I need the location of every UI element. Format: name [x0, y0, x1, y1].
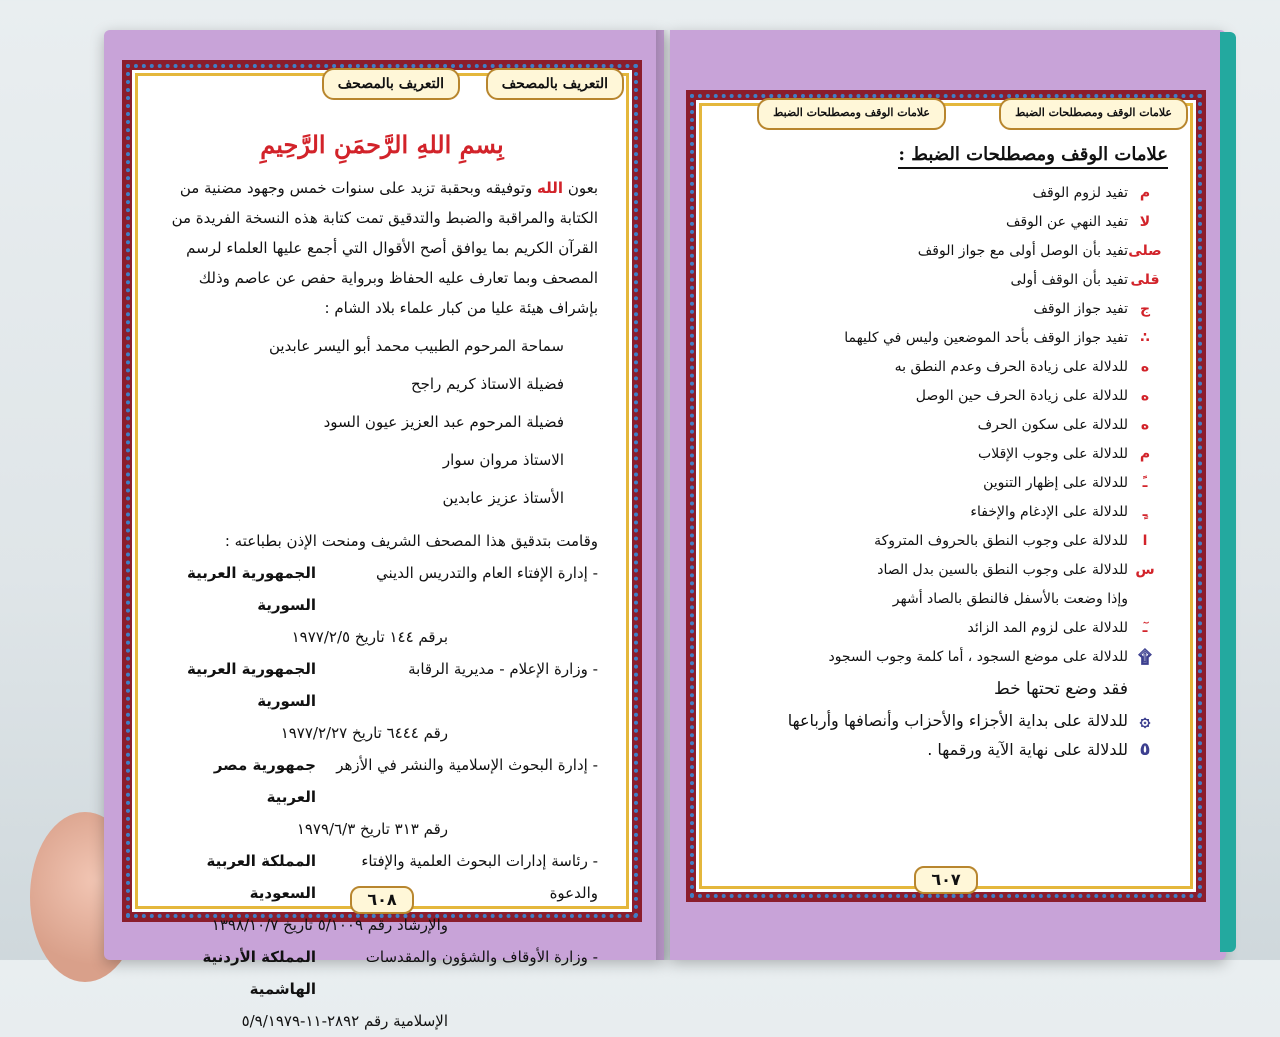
scholar-name: سماحة المرحوم الطبيب محمد أبو اليسر عابدين — [269, 337, 564, 355]
left-page — [104, 30, 664, 1030]
header-tab: التعريف بالمصحف — [486, 68, 624, 100]
page-number: ٦٠٨ — [350, 886, 414, 914]
symbol-row: وإذا وضعت بالأسفل فالنطق بالصاد أشهر — [892, 591, 1128, 607]
page-content — [724, 138, 1168, 842]
closing-line: وقامت بتدقيق هذا المصحف الشريف ومنحت الإذن بطباعته : — [224, 532, 598, 550]
symbol-row: س للدلالة على وجوب النطق بالسين بدل الصاد — [877, 562, 1155, 578]
intro-paragraph: بعون الله وتوفيقه وبحقبة تزيد على سنوات خمس وجهود مضنية من الكتابة والمراقبة والضبط والتدقيق تمت كتابة هذه النسخة الفريدة من القرآن الكريم بما يوافق أصح الأقوال التي أجمع عليها العلماء لرسم المصحف وبما تعارف عليه الحفاظ وبرواية حفص عن عاصم وذلك بإشراف هيئة عليا من كبار علماء بلاد الشام : — [171, 179, 598, 317]
symbol-row: ه للدلالة على سكون الحرف — [977, 417, 1150, 433]
authority-ref: رقم ٣١٣ تاريخ ١٩٧٩/٦/٣ — [296, 820, 448, 838]
symbol-row: ج تفيد جواز الوقف — [1033, 301, 1151, 317]
scholar-name: فضيلة الاستاذ كريم راجح — [410, 375, 564, 393]
authority-row: - إدارة البحوث الإسلامية والنشر في الأزهر جمهورية مصر العربية — [213, 756, 598, 806]
scholar-list — [160, 327, 604, 517]
scholar-name: فضيلة المرحوم عبد العزيز عيون السود — [323, 413, 564, 431]
symbol-row: قلى تفيد بأن الوقف أولى — [1010, 272, 1160, 288]
header-tab: علامات الوقف ومصطلحات الضبط — [757, 98, 946, 130]
basmala: بِسمِ اللهِ الرَّحمَنِ الرَّحِيمِ — [260, 130, 504, 159]
authority-list — [160, 557, 604, 1037]
ornamental-frame — [686, 90, 1206, 902]
sajda-icon: ۩ — [1138, 647, 1152, 668]
section-title: علامات الوقف ومصطلحات الضبط : — [898, 144, 1168, 169]
symbol-row: ا للدلالة على وجوب النطق بالحروف المتروكة — [874, 533, 1148, 549]
authority-row: - وزارة الأوقاف والشؤون والمقدسات المملكة الأردنية الهاشمية — [202, 948, 598, 998]
symbol-row: ـٓ للدلالة على لزوم المد الزائد — [967, 620, 1148, 636]
page-number: ٦٠٧ — [914, 866, 978, 894]
header-tab: علامات الوقف ومصطلحات الضبط — [999, 98, 1188, 130]
authority-ref: والإرشاد رقم ٥/١٠٠٩ تاريخ ١٣٩٨/١٠/٧ — [211, 916, 448, 934]
cover-edge — [1220, 32, 1236, 952]
authority-ref: برقم ١٤٤ تاريخ ١٩٧٧/٢/٥ — [291, 628, 448, 646]
header-tab: التعريف بالمصحف — [322, 68, 460, 100]
ornamental-frame — [122, 60, 642, 1030]
authority-row: - وزارة الإعلام - مديرية الرقابة الجمهورية العربية السورية — [187, 660, 598, 710]
symbol-row: ۞ للدلالة على بداية الأجزاء والأحزاب وأنصافها وأرباعها — [724, 706, 1168, 735]
symbol-row: ـٍ للدلالة على الإدغام والإخفاء — [970, 504, 1148, 520]
ayah-end-icon: ٥ — [1139, 739, 1151, 760]
symbol-row: م للدلالة على وجوب الإقلاب — [978, 446, 1151, 462]
scholar-name: الأستاذ عزيز عابدين — [442, 489, 564, 507]
authority-ref: الإسلامية رقم ٢٨٩٢-١١-٥/٩/١٩٧٩ — [241, 1012, 448, 1030]
authority-row: - رئاسة إدارات البحوث العلمية والإفتاء والدعوة المملكة العربية السعودية — [206, 852, 598, 902]
symbol-row: ه للدلالة على زيادة الحرف حين الوصل — [915, 388, 1150, 404]
symbol-row: م تفيد لزوم الوقف — [1032, 185, 1151, 201]
symbol-list — [724, 179, 1168, 672]
underline-note: فقد وضع تحتها خط — [993, 679, 1128, 699]
symbol-row: ـً للدلالة على إظهار التنوين — [983, 475, 1148, 491]
symbol-row: ه للدلالة على زيادة الحرف وعدم النطق به — [894, 359, 1150, 375]
scholar-name: الاستاذ مروان سوار — [442, 451, 564, 469]
symbol-row: ۩ للدلالة على موضع السجود ، أما كلمة وجوب السجود — [724, 643, 1168, 672]
authority-ref: رقم ٦٤٤٤ تاريخ ١٩٧٧/٢/٢٧ — [280, 724, 448, 742]
hizb-icon: ۞ — [1139, 710, 1151, 731]
symbol-row: صلى تفيد بأن الوصل أولى مع جواز الوقف — [917, 243, 1162, 259]
open-book — [60, 12, 1260, 1030]
symbol-row: ٥ للدلالة على نهاية الآية ورقمها . — [724, 735, 1168, 764]
symbol-row: ∴ تفيد جواز الوقف بأحد الموضعين وليس في كليهما — [844, 330, 1150, 346]
symbol-row: لا تفيد النهي عن الوقف — [1006, 214, 1151, 230]
right-page — [670, 30, 1226, 960]
allah-word: الله — [537, 179, 564, 197]
authority-row: - إدارة الإفتاء العام والتدريس الديني الجمهورية العربية السورية — [187, 564, 598, 614]
